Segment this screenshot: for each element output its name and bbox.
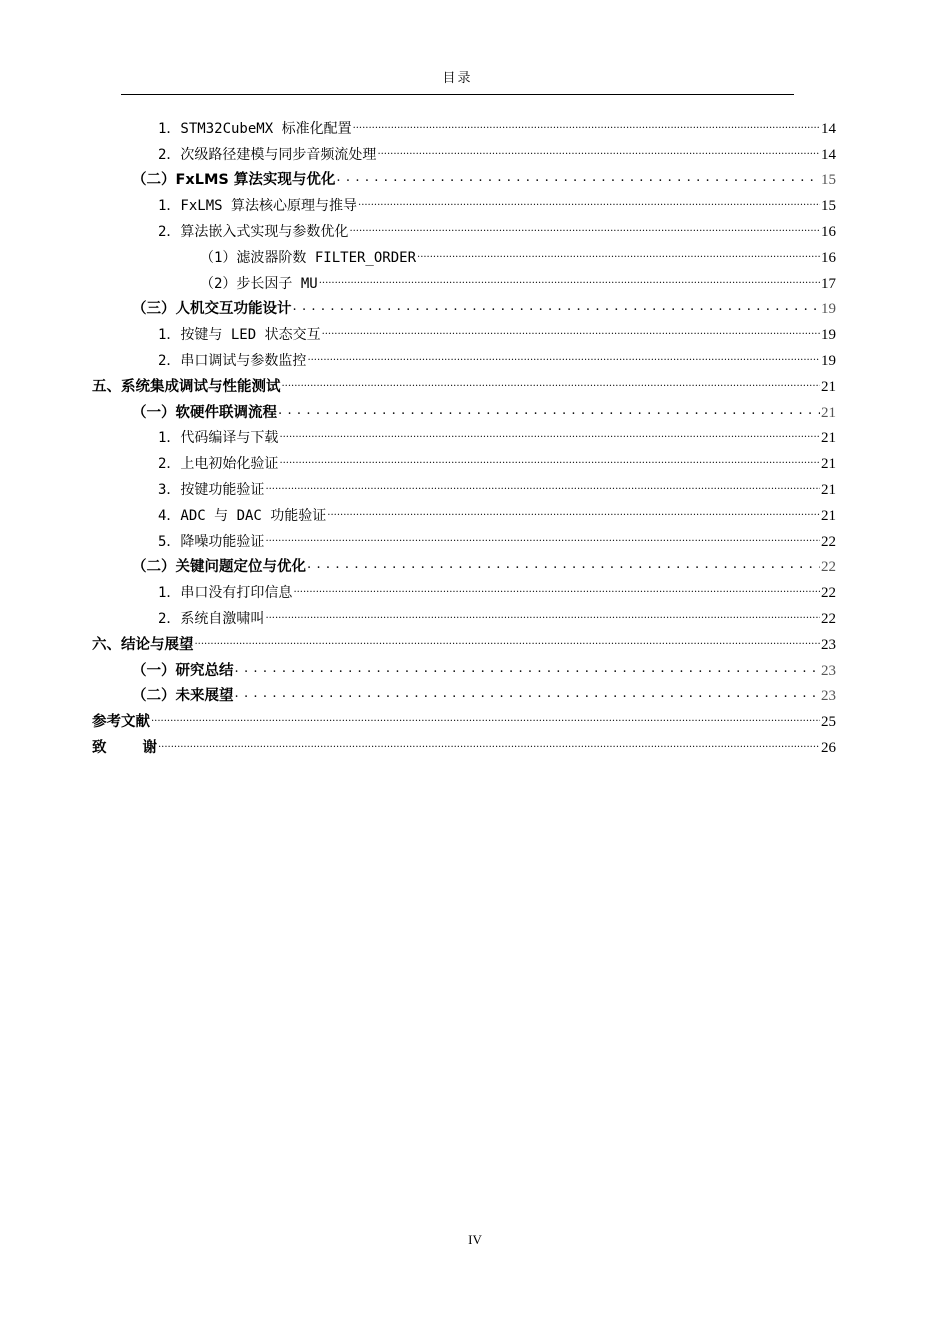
toc-entry[interactable]	[92, 243, 836, 269]
toc-entry-page-number: 22	[821, 610, 836, 627]
toc-entry-page-number: 14	[821, 120, 836, 137]
dot-leader	[417, 246, 820, 264]
toc-entry-title: 1．STM32CubeMX 标准化配置	[158, 120, 352, 137]
toc-entry-title: （二）FxLMS 算法实现与优化	[132, 172, 336, 189]
toc-entry-title: 2．算法嵌入式实现与参数优化	[158, 223, 349, 240]
toc-entry[interactable]	[92, 707, 836, 733]
toc-entry-page-number: 21	[821, 378, 836, 395]
toc-entry[interactable]	[92, 604, 836, 630]
toc-entry-page-number: 15	[821, 198, 836, 215]
toc-entry-page-number: 21	[821, 404, 836, 421]
toc-entry[interactable]	[92, 320, 836, 346]
dot-leader	[353, 117, 820, 135]
toc-entry-title: （1）滤波器阶数 FILTER_ORDER	[200, 249, 417, 266]
toc-entry[interactable]	[92, 449, 836, 475]
toc-entry-page-number: 22	[821, 559, 836, 576]
toc-entry-page-number: 23	[821, 688, 836, 705]
dot-leader	[293, 298, 821, 316]
toc-entry[interactable]	[92, 269, 836, 295]
dot-leader	[293, 581, 820, 599]
page-header	[121, 66, 794, 95]
toc-entry[interactable]	[92, 346, 836, 372]
toc-entry-page-number: 21	[821, 430, 836, 447]
toc-entry-page-number: 22	[821, 585, 836, 602]
toc-entry-title: （三）人机交互功能设计	[132, 301, 292, 318]
dot-leader	[265, 607, 820, 625]
dot-leader	[279, 426, 820, 444]
toc-entry-page-number: 16	[821, 223, 836, 240]
dot-leader	[327, 504, 820, 522]
page-number-label: IV	[468, 1232, 482, 1247]
toc-entry-title: 2．次级路径建模与同步音频流处理	[158, 146, 377, 163]
header-title: 目录	[442, 71, 473, 86]
table-of-contents	[92, 114, 836, 759]
toc-entry-title: 2．上电初始化验证	[158, 456, 279, 473]
dot-leader	[278, 402, 820, 420]
toc-entry[interactable]	[92, 553, 836, 579]
toc-entry[interactable]	[92, 475, 836, 501]
acknowledgements-char-2: 谢	[142, 739, 157, 756]
toc-entry-page-number: 19	[821, 301, 836, 318]
toc-entry-page-number: 19	[821, 352, 836, 369]
toc-entry-title: 五、系统集成调试与性能测试	[92, 378, 281, 395]
dot-leader	[336, 169, 820, 187]
toc-entry[interactable]	[92, 217, 836, 243]
acknowledgements-char-1: 致	[92, 739, 107, 756]
toc-entry[interactable]	[92, 114, 836, 140]
toc-entry-title: 1．代码编译与下载	[158, 430, 279, 447]
toc-entry-page-number: 17	[821, 275, 836, 292]
dot-leader	[349, 220, 820, 238]
dot-leader	[319, 272, 820, 290]
toc-entry[interactable]	[92, 295, 836, 321]
toc-entry[interactable]	[92, 398, 836, 424]
dot-leader	[151, 710, 820, 728]
toc-entry-page-number: 21	[821, 456, 836, 473]
toc-entry-title: 1．FxLMS 算法核心原理与推导	[158, 198, 358, 215]
toc-entry-title: 3．按键功能验证	[158, 481, 265, 498]
toc-entry-title: （2）步长因子 MU	[200, 275, 318, 292]
toc-entry-title: 4．ADC 与 DAC 功能验证	[158, 507, 327, 524]
toc-entry-title: 2．系统自激啸叫	[158, 610, 265, 627]
dot-leader	[322, 323, 820, 341]
dot-leader	[265, 530, 820, 548]
toc-entry-page-number: 16	[821, 249, 836, 266]
dot-leader	[307, 556, 820, 574]
toc-entry-page-number: 26	[821, 739, 836, 756]
toc-entry[interactable]	[92, 501, 836, 527]
dot-leader	[377, 143, 820, 161]
toc-entry-page-number: 14	[821, 146, 836, 163]
toc-entry[interactable]	[92, 656, 836, 682]
toc-entry-page-number: 21	[821, 481, 836, 498]
toc-entry-title: 2．串口调试与参数监控	[158, 352, 307, 369]
page-footer	[0, 1232, 950, 1248]
toc-entry-title: 1．串口没有打印信息	[158, 585, 293, 602]
toc-entry-title: 5．降噪功能验证	[158, 533, 265, 550]
dot-leader	[235, 685, 821, 703]
toc-entry-title: 1．按键与 LED 状态交互	[158, 327, 321, 344]
toc-entry[interactable]	[92, 578, 836, 604]
dot-leader	[279, 452, 820, 470]
dot-leader	[307, 349, 820, 367]
toc-entry-page-number: 15	[821, 172, 836, 189]
toc-entry-title: （一）研究总结	[132, 662, 234, 679]
toc-entry-title: （二）关键问题定位与优化	[132, 559, 306, 576]
toc-entry-page-number: 21	[821, 507, 836, 524]
toc-entry[interactable]	[92, 191, 836, 217]
toc-entry-title: 参考文献	[92, 714, 150, 731]
toc-entry[interactable]	[92, 630, 836, 656]
toc-entry[interactable]	[92, 372, 836, 398]
toc-entry[interactable]	[92, 527, 836, 553]
toc-entry-title: （一）软硬件联调流程	[132, 404, 277, 421]
dot-leader	[265, 478, 820, 496]
toc-entry-title	[92, 739, 157, 757]
dot-leader	[158, 736, 820, 754]
toc-entry-page-number: 23	[821, 662, 836, 679]
toc-entry[interactable]	[92, 424, 836, 450]
toc-entry[interactable]	[92, 166, 836, 192]
toc-entry[interactable]	[92, 682, 836, 708]
toc-entry[interactable]	[92, 140, 836, 166]
dot-leader	[358, 194, 820, 212]
dot-leader	[282, 375, 821, 393]
toc-entry-acknowledgements[interactable]	[92, 733, 836, 759]
dot-leader	[235, 660, 821, 678]
toc-entry-title: （二）未来展望	[132, 688, 234, 705]
dot-leader	[195, 633, 821, 651]
toc-entry-page-number: 23	[821, 636, 836, 653]
toc-entry-page-number: 25	[821, 714, 836, 731]
toc-entry-page-number: 19	[821, 327, 836, 344]
toc-entry-title: 六、结论与展望	[92, 636, 194, 653]
toc-entry-page-number: 22	[821, 533, 836, 550]
